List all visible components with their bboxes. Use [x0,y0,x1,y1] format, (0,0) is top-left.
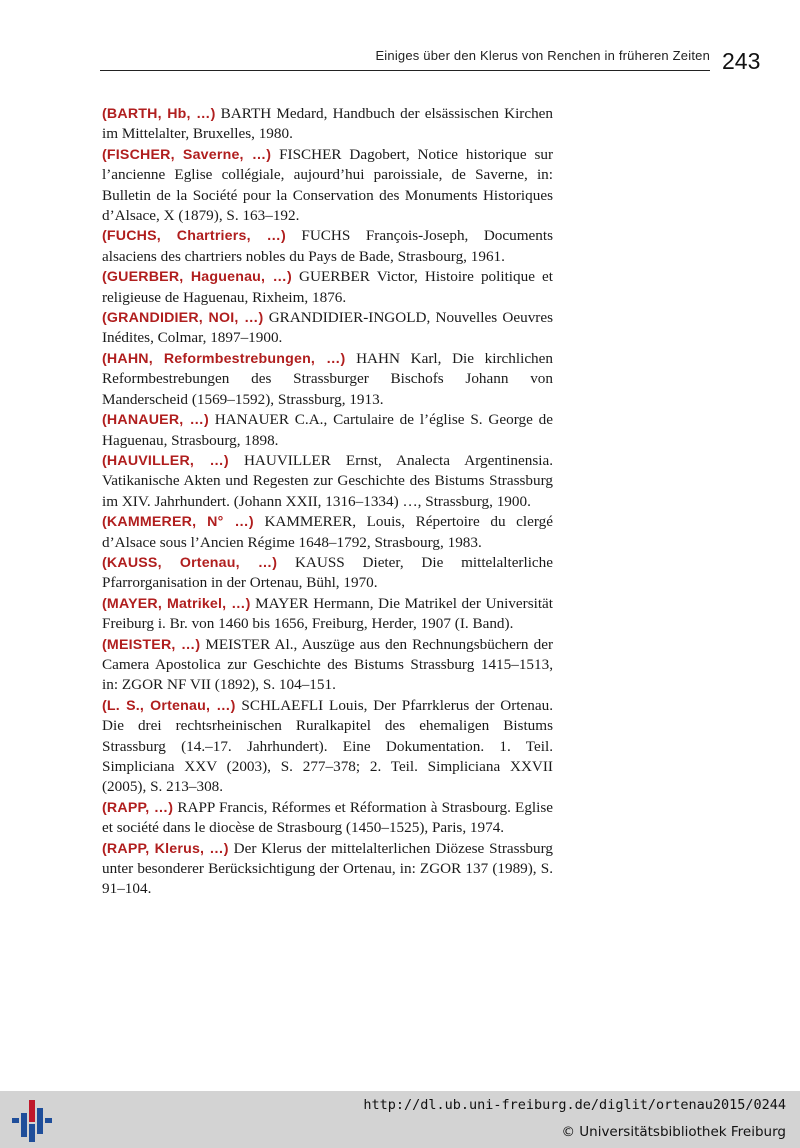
ub-freiburg-logo-icon[interactable] [10,1098,54,1144]
entry-text: SCHLAEFLI Louis, Der Pfarrklerus der Ortenau. Die drei rechtsrheinischen Ruralkapitel des ehemaligen Bistums Strassburg (14.–17. Jahrhundert). Eine Dokumentation. 1. Teil. Simpliciana XXV (2003), S. 277–378; 2. Teil. Simpliciana XXVII (2005), S. 213–308. [102,696,553,796]
bibliography-list [102,104,553,900]
bibliography-entry [102,308,553,349]
entry-key: (GUERBER, Haguenau, …) [102,269,292,286]
bibliography-entry [102,839,553,900]
entry-key: (HAHN, Reformbestrebungen, …) [102,350,346,367]
entry-text: HANAUER C.A., Cartulaire de l’église S. George de Haguenau, Strasbourg, 1898. [102,411,553,449]
entry-text: Der Klerus der mittelalterlichen Diözese Strassburg unter besonderer Berücksichtigung der Ortenau, in: ZGOR 137 (1989), S. 91–104. [102,839,554,898]
entry-text: MAYER Hermann, Die Matrikel der Universität Freiburg i. Br. von 1460 bis 1656, Freiburg, Herder, 1907 (I. Band). [102,594,554,633]
bibliography-entry [102,226,553,267]
entry-text: FISCHER Dagobert, Notice historique sur l’ancienne Eglise collégiale, aujourd’hui paroissiale, de Saverne, in: Bulletin de la Société pour la Conservation des Monuments Historiques d’Alsace, X (1879), S. 163–192. [102,145,554,225]
bibliography-entry [102,512,553,553]
bibliography-entry [102,696,553,798]
entry-text: KAUSS Dieter, Die mittelalterliche Pfarrorganisation in der Ortenau, Bühl, 1970. [102,553,554,592]
bibliography-entry [102,267,553,308]
entry-key: (KAUSS, Ortenau, …) [102,554,278,571]
entry-key: (L. S., Ortenau, …) [102,697,236,714]
entry-text: HAHN Karl, Die kirchlichen Reformbestrebungen des Strassburger Bischofs Johann von Manderscheid (1569–1592), Strassburg, 1913. [102,349,553,408]
header-rule [100,70,710,71]
footer-copyright: © Universitätsbibliothek Freiburg [561,1124,786,1140]
bibliography-entry [102,145,553,227]
entry-key: (MAYER, Matrikel, …) [102,595,251,612]
bibliography-entry [102,410,553,451]
bibliography-entry [102,635,553,696]
bibliography-entry [102,451,553,512]
bibliography-entry [102,104,553,145]
bibliography-entry [102,798,553,839]
entry-text: BARTH Medard, Handbuch der elsässischen Kirchen im Mittelalter, Bruxelles, 1980. [102,105,554,143]
running-header-title: Einiges über den Klerus von Renchen in früheren Zeiten [375,48,710,63]
entry-key: (GRANDIDIER, NOI, …) [102,310,264,327]
entry-key: (HANAUER, …) [102,412,209,429]
bibliography-entry [102,594,553,635]
bibliography-entry [102,553,553,594]
entry-key: (KAMMERER, N° …) [102,514,254,531]
entry-key: (RAPP, Klerus, …) [102,840,229,857]
entry-key: (BARTH, Hb, …) [102,106,216,122]
entry-key: (HAUVILLER, …) [102,452,229,469]
footer-url-link[interactable]: http://dl.ub.uni-freiburg.de/diglit/ortenau2015/0244 [363,1097,786,1113]
entry-text: RAPP Francis, Réformes et Réformation à Strasbourg. Eglise et société dans le diocèse de Strasbourg (1450–1525), Paris, 1974. [102,798,554,837]
entry-key: (FUCHS, Chartriers, …) [102,228,286,245]
entry-key: (FISCHER, Saverne, …) [102,146,272,163]
entry-text: FUCHS François-Joseph, Documents alsaciens des chartriers nobles du Pays de Bade, Strasbourg, 1961. [102,227,554,265]
entry-text: KAMMERER, Louis, Répertoire du clergé d’Alsace sous l’Ancien Régime 1648–1792, Strasbourg, 1983. [102,513,553,551]
page-number: 243 [722,48,761,74]
entry-key: (MEISTER, …) [102,636,201,653]
bibliography-entry [102,349,553,410]
entry-text: HAUVILLER Ernst, Analecta Argentinensia. Vatikanische Akten und Regesten zur Geschichte des Bistums Strassburg im XIV. Jahrhundert. (Johann XXII, 1316–1334) …, Strassburg, 1900. [102,451,554,510]
entry-key: (RAPP, …) [102,799,174,816]
entry-text: GUERBER Victor, Histoire politique et religieuse de Haguenau, Rixheim, 1876. [102,268,553,306]
entry-text: MEISTER Al., Auszüge aus den Rechnungsbüchern der Camera Apostolica zur Geschichte des Bistums Strassburg 1415–1513, in: ZGOR NF VII (1892), S. 104–151. [102,635,553,694]
entry-text: GRANDIDIER-INGOLD, Nouvelles Oeuvres Inédites, Colmar, 1897–1900. [102,309,554,347]
